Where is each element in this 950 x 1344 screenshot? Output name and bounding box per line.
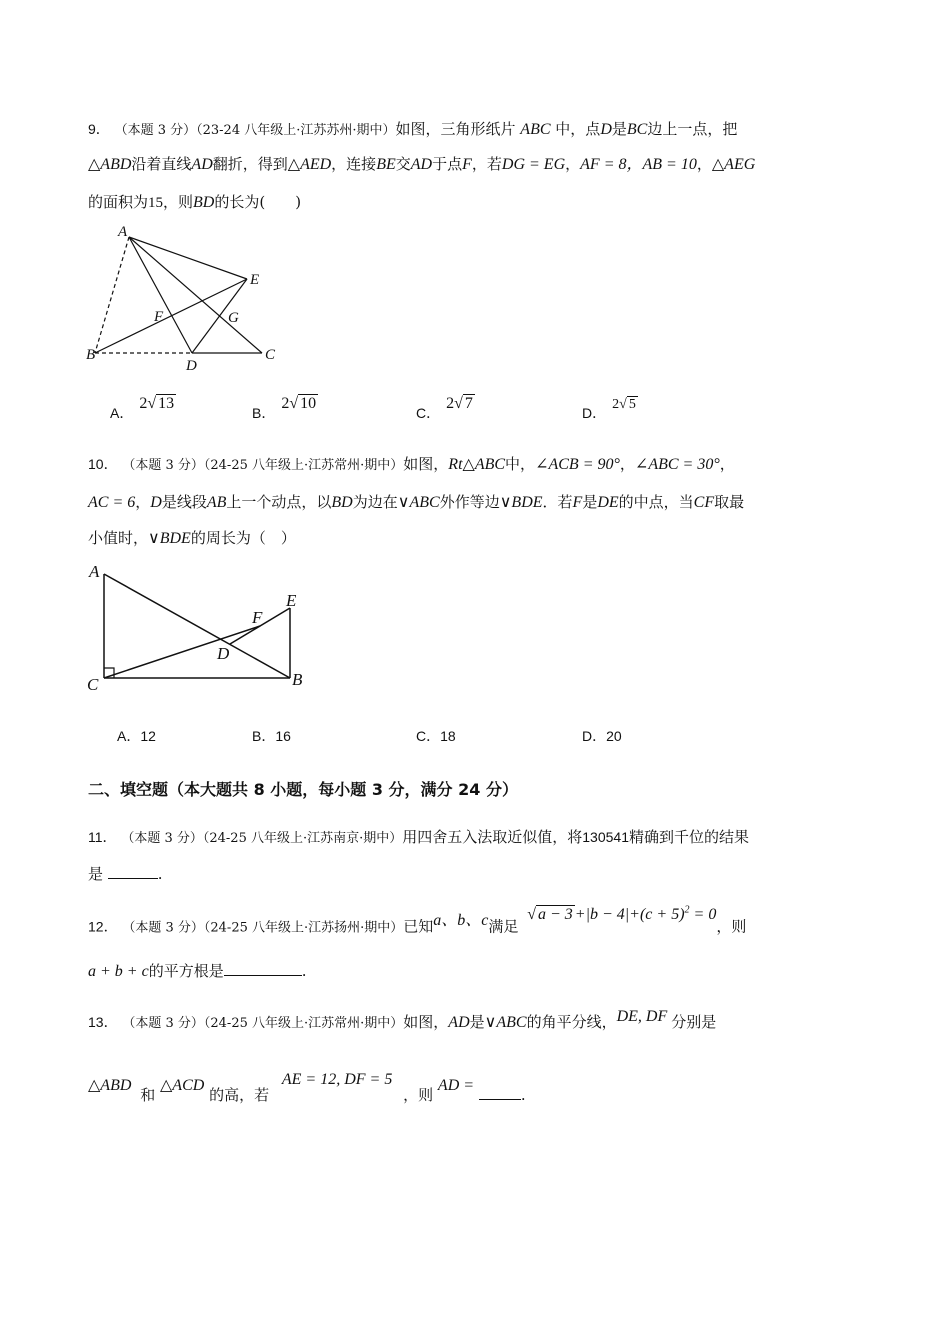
question-source-tag: （本题 3 分）（24-25 八年级上·江苏南京·期中） [121, 831, 403, 846]
q10-line-2 [88, 491, 744, 514]
text: 上一个动点，以 [226, 493, 332, 511]
option-radicand: 5 [628, 397, 636, 412]
q10-line-3 [88, 527, 296, 550]
label-a: A [89, 562, 100, 581]
answer-blank[interactable] [479, 1085, 521, 1100]
text: 如图， [403, 1013, 449, 1031]
q10-option-a[interactable] [117, 726, 156, 746]
math: D [600, 121, 612, 138]
option-letter: D． [582, 405, 607, 421]
text: ，则 [403, 1086, 434, 1104]
math: a、b、c [433, 912, 489, 930]
math: AD [448, 1014, 470, 1031]
q11-line-2 [88, 863, 163, 885]
text: ，连接 [331, 155, 377, 173]
option-coef: 2 [612, 397, 620, 412]
text: 的中点，当 [618, 493, 694, 511]
math: ∠ABC = 30° [634, 456, 720, 473]
label-c: C [265, 347, 276, 363]
math: BE [376, 156, 396, 173]
text: 交 [395, 155, 411, 173]
text: . [157, 865, 163, 883]
answer-blank[interactable] [108, 864, 158, 879]
text: 小值时， [88, 529, 149, 547]
math: ∨ABC [397, 494, 440, 511]
q13-line-2 [88, 1071, 526, 1104]
math: F [462, 156, 472, 173]
q9-option-c[interactable]: C．2√ 7 [416, 395, 473, 421]
q10-option-c[interactable] [416, 726, 456, 746]
q9-option-d[interactable]: D．2√ 5 [582, 397, 636, 421]
q12-line-2 [88, 960, 307, 983]
label-d: D [186, 358, 197, 374]
radicand: a − 3 [537, 906, 573, 924]
text: 的角平分线， [526, 1013, 617, 1031]
option-coef: 2 [139, 395, 148, 412]
text: 是 [611, 120, 627, 138]
text: 如图， [403, 455, 449, 473]
q9-line-1 [88, 118, 737, 142]
seg-be [95, 279, 247, 353]
text: 翻折，得到 [212, 155, 288, 173]
q10-option-d[interactable] [582, 726, 622, 746]
label-e: E [250, 272, 260, 288]
math: DE [597, 494, 619, 511]
label-f: F [154, 309, 164, 325]
q12-line-1 [88, 905, 747, 939]
text: 用四舍五入法取近似值，将 [402, 828, 583, 846]
math: ∨ABC [484, 1014, 527, 1031]
math: DG = EG [501, 156, 566, 173]
option-letter: D． [582, 728, 607, 744]
option-letter: A． [117, 728, 141, 744]
label-b: B [292, 670, 303, 689]
math: AE = 12, DF = 5 [281, 1071, 393, 1088]
label-g: G [228, 310, 239, 326]
math: DE, DF [616, 1008, 668, 1025]
text: 的周长为（ ） [190, 529, 296, 547]
math: ∠ACB = 90° [535, 456, 620, 473]
question-number: 9． [88, 121, 110, 137]
option-radicand: 7 [464, 395, 473, 412]
seg-ad [129, 237, 192, 353]
text: 的面积为 [88, 193, 149, 211]
math: △AED [287, 156, 332, 173]
text: ， [719, 455, 735, 473]
question-source-tag: （本题 3 分）（23-24 八年级上·江苏苏州·期中） [114, 123, 396, 138]
math: AD [191, 156, 213, 173]
q9-line-2 [88, 153, 755, 176]
text: 是 [88, 865, 104, 883]
label-f: F [252, 608, 263, 627]
text: 如图，三角形纸片 [395, 120, 516, 138]
text: 满足 [488, 917, 519, 936]
math: Rt△ABC [448, 456, 506, 473]
math: BC [626, 121, 648, 138]
q10-option-b[interactable] [252, 726, 291, 746]
math: BD [193, 194, 215, 211]
question-source-tag: （本题 3 分）（24-25 八年级上·江苏扬州·期中） [122, 920, 404, 936]
seg-ae [129, 237, 247, 279]
text: 是线段 [161, 493, 207, 511]
math: CF [693, 494, 715, 511]
text: ， [565, 155, 581, 173]
option-value: 18 [440, 728, 456, 744]
answer-blank[interactable] [224, 961, 302, 976]
seg-ac [129, 237, 262, 353]
label-e: E [286, 591, 297, 610]
math: AD [410, 156, 433, 173]
option-letter: C． [416, 405, 441, 421]
math: △AEG [711, 156, 756, 173]
text: ，则 [716, 917, 747, 936]
text: 取最 [714, 493, 745, 511]
math: BD [331, 494, 353, 511]
math: ABC [520, 121, 551, 138]
text: 中， [505, 455, 536, 473]
math: +|b − 4|+(c + 5) [574, 906, 685, 924]
math: a + b + c [88, 963, 149, 980]
math: AC = 6 [88, 494, 136, 511]
math: F [572, 494, 583, 511]
seg-ab [95, 237, 129, 353]
option-coef: 2 [281, 395, 290, 412]
q9-option-b[interactable]: B．2√ 10 [252, 395, 317, 421]
option-letter: B． [252, 405, 276, 421]
option-letter: B． [252, 728, 276, 744]
q11-line-1 [88, 826, 749, 850]
label-b: B [86, 347, 96, 363]
option-radicand: 10 [300, 395, 317, 412]
text: 的高，若 [209, 1086, 270, 1104]
option-value: 20 [606, 728, 622, 744]
math: ∨BDE [148, 530, 191, 547]
question-source-tag: （本题 3 分）（24-25 八年级上·江苏常州·期中） [122, 458, 404, 473]
question-number: 11． [88, 829, 117, 845]
condition-equation: √ $a - 3 +|b - 4|+(c + 5)^2 = 0$ [527, 905, 717, 924]
q13-line-1 [88, 1008, 717, 1035]
number: 130541 [582, 829, 629, 845]
label-a: A [118, 224, 128, 240]
option-letter: A． [110, 405, 134, 421]
label-c: C [87, 675, 99, 694]
q9-figure [80, 222, 380, 382]
seg-cf [104, 626, 260, 678]
q10-figure [80, 560, 340, 700]
text: 为边在 [352, 493, 398, 511]
text: . [520, 1086, 526, 1104]
math: △ACD [159, 1077, 205, 1094]
option-letter: C． [416, 728, 441, 744]
text: 于点 [432, 155, 463, 173]
exponent: 2 [684, 905, 690, 916]
option-value: 16 [275, 728, 291, 744]
text: 中，点 [555, 120, 601, 138]
math: AF = 8，AB = 10 [580, 156, 697, 173]
math: = 0 [689, 906, 717, 924]
text: ， [696, 155, 712, 173]
text: ，则 [163, 193, 194, 211]
question-number: 10． [88, 456, 118, 472]
question-number: 13． [88, 1014, 118, 1030]
text: 和 [140, 1086, 156, 1104]
math: 15 [148, 195, 164, 211]
math: △ABD [88, 1077, 132, 1094]
q9-line-3 [88, 191, 301, 214]
option-radicand: 13 [158, 395, 175, 412]
text: 是 [469, 1013, 485, 1031]
text: . [301, 962, 307, 980]
label-d: D [217, 644, 230, 663]
math: ∨BDE [499, 494, 543, 511]
question-source-tag: （本题 3 分）（24-25 八年级上·江苏常州·期中） [122, 1016, 404, 1031]
text: ， [135, 493, 151, 511]
text: 边上一点，把 [647, 120, 738, 138]
section-heading: 二、填空题（本大题共 8 小题，每小题 3 分，满分 24 分） [88, 780, 518, 799]
text: 是 [582, 493, 598, 511]
text: 已知 [403, 917, 434, 936]
math: AB [206, 494, 227, 511]
option-value: 12 [140, 728, 156, 744]
text: 分别是 [671, 1013, 717, 1031]
q9-option-a[interactable]: A．2√ 13 [110, 395, 175, 421]
math: △ABD [88, 156, 132, 173]
text: ．若 [542, 493, 573, 511]
text: 精确到千位的结果 [628, 828, 749, 846]
text: 的长为( ) [214, 193, 302, 211]
question-number: 12． [88, 918, 118, 935]
text: 外作等边 [439, 493, 500, 511]
text: 的平方根是 [148, 962, 224, 980]
text: ， [619, 455, 635, 473]
text: 沿着直线 [131, 155, 192, 173]
text: ，若 [471, 155, 502, 173]
option-coef: 2 [446, 395, 455, 412]
math: AD = [437, 1077, 475, 1094]
math: D [150, 494, 162, 511]
q10-line-1 [88, 453, 735, 477]
